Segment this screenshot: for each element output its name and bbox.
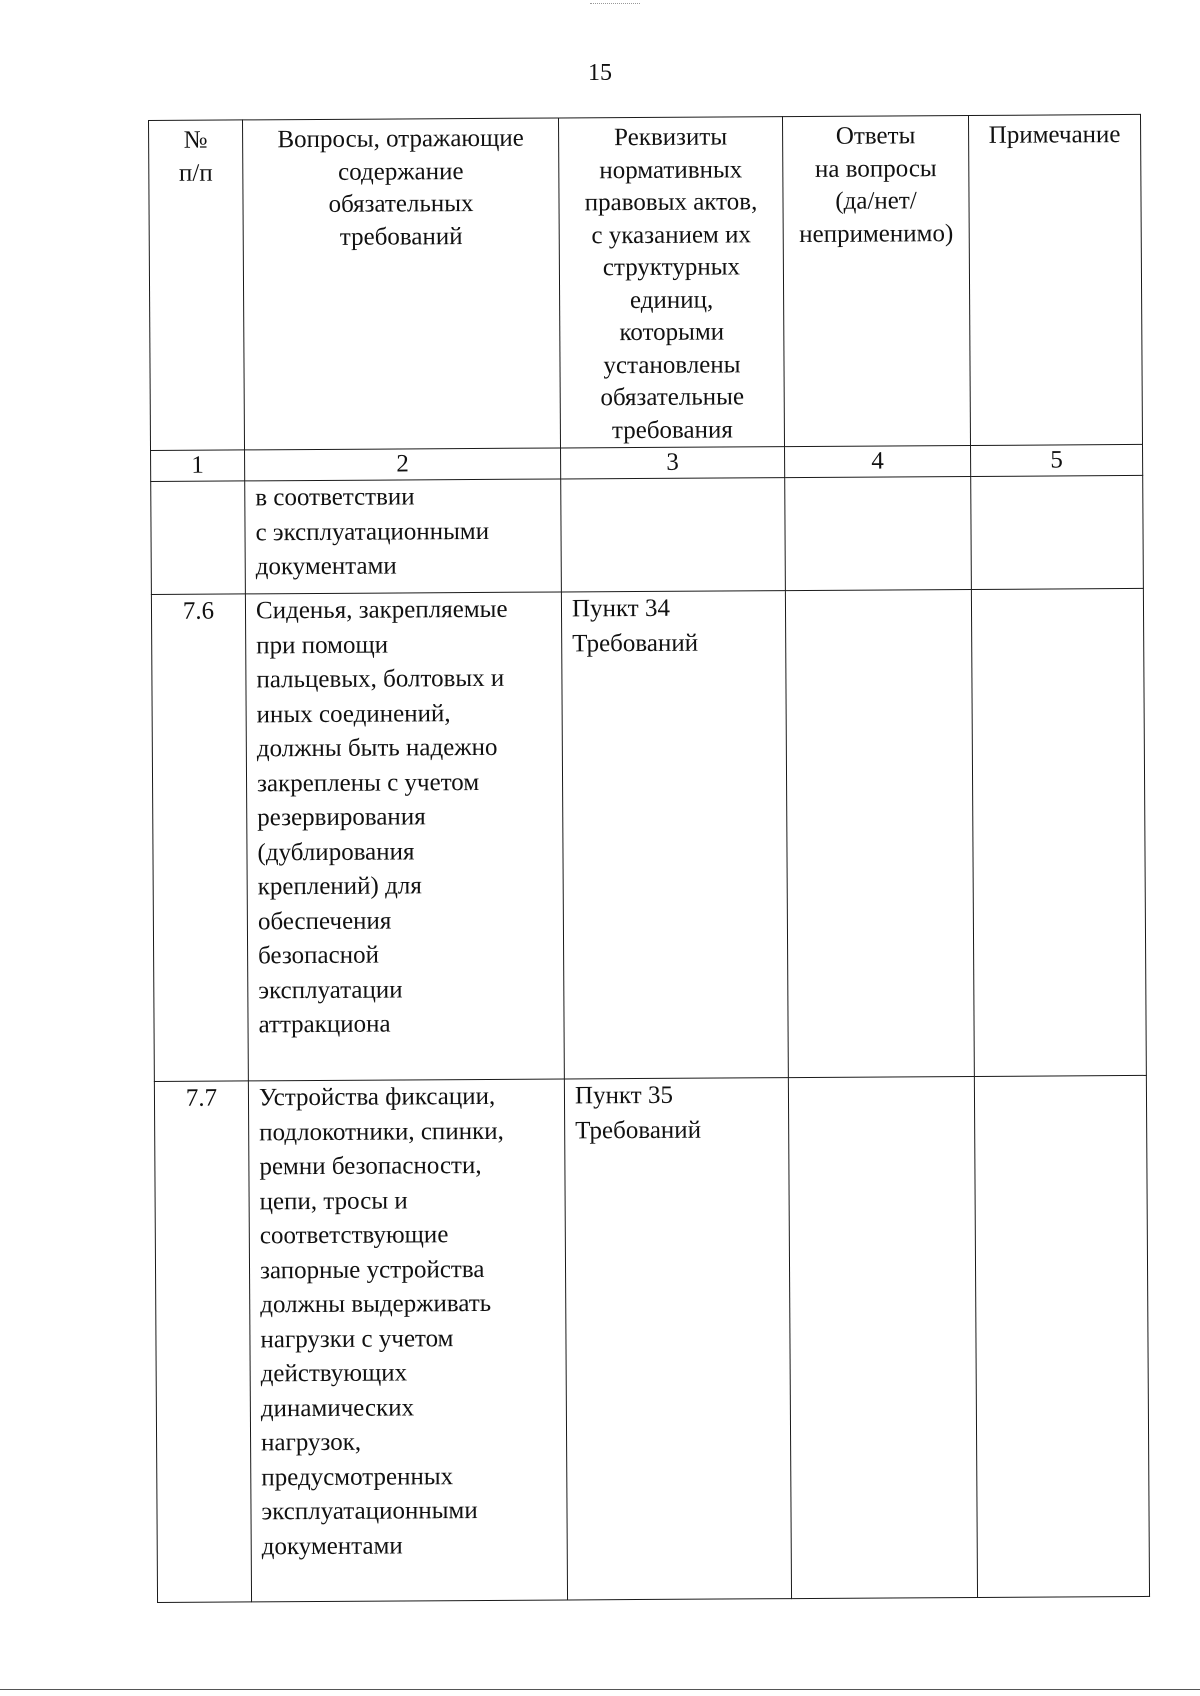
question-line: соответствующие [259,1221,449,1250]
header-line: Ответы [835,122,916,150]
question-line: ремни безопасности, [259,1151,482,1181]
question-line: закреплены с учетом [256,768,480,797]
requirements-table [148,114,1150,1603]
question-line: (дублирования [257,837,415,866]
row-question [245,479,562,594]
column-number: 3 [561,447,785,479]
question-line: запорные устройства [259,1255,485,1284]
question-line: документами [255,552,397,581]
header-questions [243,118,561,450]
row-note[interactable] [971,588,1146,1076]
row-answer[interactable] [788,1076,977,1598]
row-note[interactable] [971,475,1144,589]
row-reference [561,591,788,1079]
row-reference [561,478,786,592]
header-note [968,114,1142,445]
question-line: действующих [260,1359,408,1388]
scan-artifact [590,0,640,4]
header-line: № [183,126,208,154]
header-line: единиц, [629,286,714,314]
header-line: Вопросы, отражающие [277,124,524,154]
reference-line: Пункт 35 [574,1081,673,1110]
question-line: должны выдерживать [260,1289,492,1319]
column-number: 1 [151,450,245,482]
question-line: в соответствии [255,483,415,512]
question-line: эксплуатации [258,975,403,1004]
row-number: 7.6 [151,594,248,1082]
header-line: правовых актов, [584,188,758,217]
header-number [149,120,245,451]
question-line: аттракциона [258,1010,391,1039]
question-line: нагрузки с учетом [260,1324,454,1353]
reference-line: Пункт 34 [571,594,671,623]
question-line: подлокотники, спинки, [259,1117,504,1146]
row-note[interactable] [974,1075,1149,1597]
column-number: 5 [971,444,1143,476]
header-references [558,117,784,448]
table-row [151,475,1144,594]
header-line: структурных [602,253,741,282]
question-line: Устройства фиксации, [258,1082,496,1112]
question-line: динамических [260,1393,415,1422]
header-line: п/п [178,159,213,187]
question-line: резервирования [257,803,426,832]
table-row [151,588,1146,1081]
question-line: нагрузок, [261,1428,362,1457]
header-line: содержание [338,157,464,186]
header-line: с указанием их [591,220,752,249]
row-answer[interactable] [785,589,974,1077]
row-question [248,1079,567,1602]
row-number [151,481,246,595]
reference-line: Требований [572,629,699,657]
question-line: креплений) для [257,872,422,901]
row-answer[interactable] [785,476,972,590]
header-line: (да/нет/ [835,187,917,215]
question-line: Сиденья, закрепляемые [255,595,508,625]
header-line: обязательных [328,190,474,218]
reference-line: Требований [575,1116,702,1144]
header-line: установлены [603,350,741,379]
header-line: нормативных [599,155,743,184]
header-answers [782,115,970,446]
question-line: обеспечения [257,907,392,935]
header-line: обязательные [600,383,745,412]
header-line: Реквизиты [614,123,728,152]
question-line: безопасной [258,941,380,970]
header-line: неприменимо) [799,219,954,248]
column-number: 2 [245,448,561,481]
row-number: 7.7 [154,1081,251,1603]
row-reference [564,1078,791,1600]
header-line: на вопросы [814,154,937,183]
question-line: цепи, тросы и [259,1186,408,1215]
header-line: Примечание [988,121,1121,149]
header-line: требований [339,222,463,251]
page-number: 15 [588,60,612,86]
row-question [245,592,564,1081]
question-line: предусмотренных [261,1462,454,1491]
question-line: иных соединений, [256,699,451,728]
header-line: которыми [619,318,725,347]
question-line: с эксплуатационными [255,517,490,546]
table-header-row [149,114,1143,450]
question-line: должны быть надежно [256,733,498,763]
header-line: требования [611,415,733,444]
scan-edge-line [0,1689,1200,1690]
question-line: эксплуатационными [261,1497,478,1526]
question-line: документами [261,1531,403,1560]
column-number: 4 [785,445,971,477]
table-row [154,1075,1149,1602]
question-line: пальцевых, болтовых и [256,664,505,694]
question-line: при помощи [256,631,389,659]
